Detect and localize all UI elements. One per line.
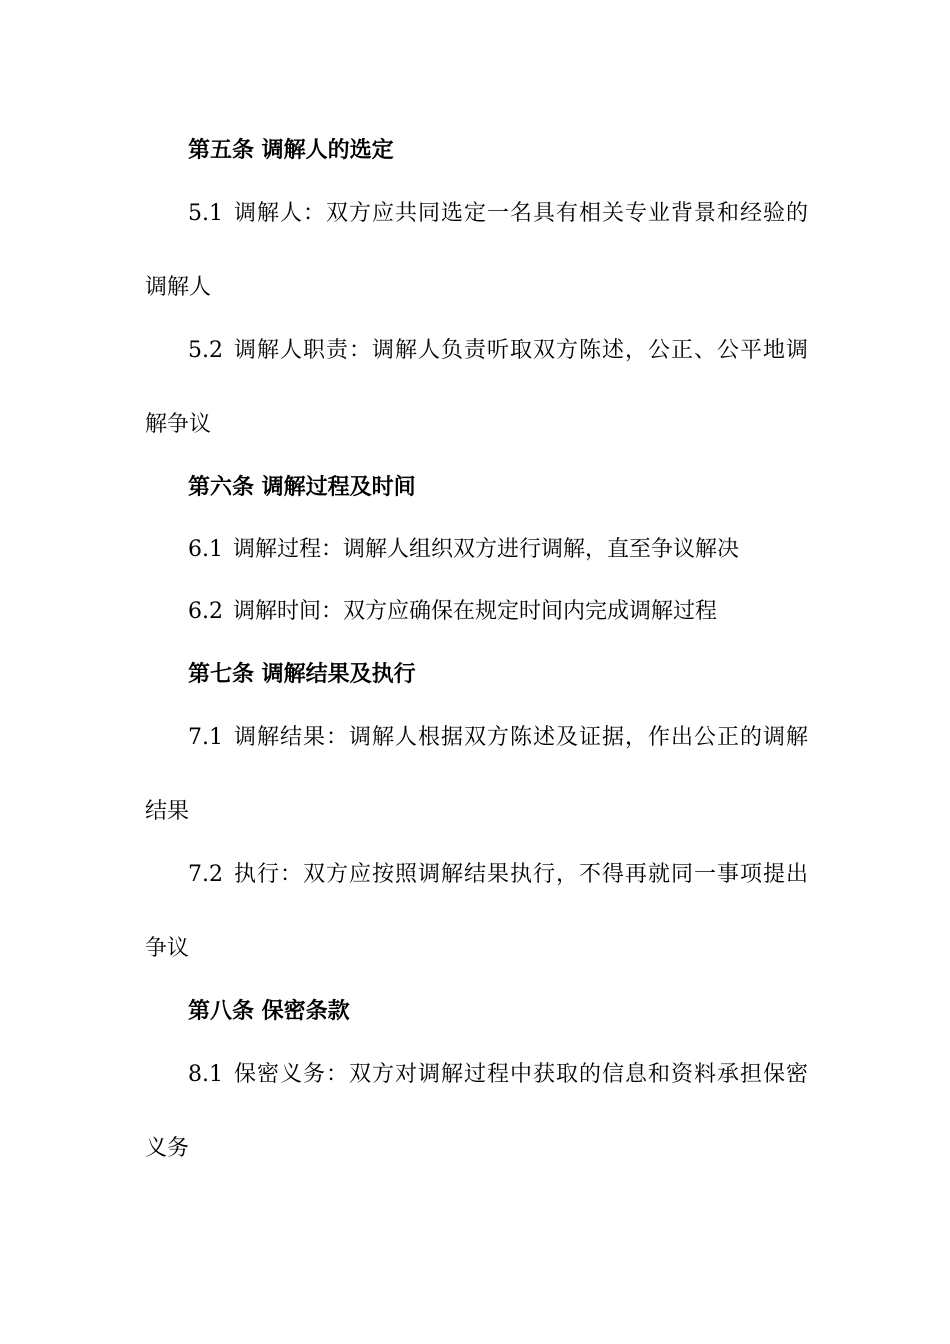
clause-7-1-continuation: 结果 [145,799,190,824]
clause-text: 调解结果：调解人根据双方陈述及证据，作出公正的调解 [233,725,808,750]
clause-5-2 [188,336,808,366]
clause-8-1-continuation: 义务 [145,1136,190,1161]
clause-number: 6.1 [188,537,223,562]
clause-number: 5.1 [188,201,223,226]
clause-5-1 [188,199,808,229]
section-heading-5: 第五条 调解人的选定 [188,138,394,163]
clause-text: 保密义务：双方对调解过程中获取的信息和资料承担保密 [233,1062,808,1087]
clause-7-2-continuation: 争议 [145,936,190,961]
clause-number: 6.2 [188,599,223,624]
clause-text: 执行：双方应按照调解结果执行，不得再就同一事项提出 [233,862,808,887]
clause-text: 调解人：双方应共同选定一名具有相关专业背景和经验的 [233,201,808,226]
clause-text: 调解过程：调解人组织双方进行调解，直至争议解决 [233,537,740,562]
clause-text: 调解时间：双方应确保在规定时间内完成调解过程 [233,599,718,624]
section-heading-6: 第六条 调解过程及时间 [188,475,416,500]
section-heading-8: 第八条 保密条款 [188,999,350,1024]
clause-7-2 [188,860,808,890]
clause-8-1 [188,1060,808,1090]
clause-7-1 [188,723,808,753]
clause-5-2-continuation: 解争议 [145,412,212,437]
clause-6-2 [188,597,808,627]
clause-number: 5.2 [188,338,223,363]
clause-number: 7.1 [188,725,223,750]
clause-6-1 [188,535,808,565]
section-heading-7: 第七条 调解结果及执行 [188,662,416,687]
clause-text: 调解人职责：调解人负责听取双方陈述，公正、公平地调 [233,338,808,363]
clause-number: 8.1 [188,1062,223,1087]
clause-5-1-continuation: 调解人 [145,275,212,300]
clause-number: 7.2 [188,862,223,887]
